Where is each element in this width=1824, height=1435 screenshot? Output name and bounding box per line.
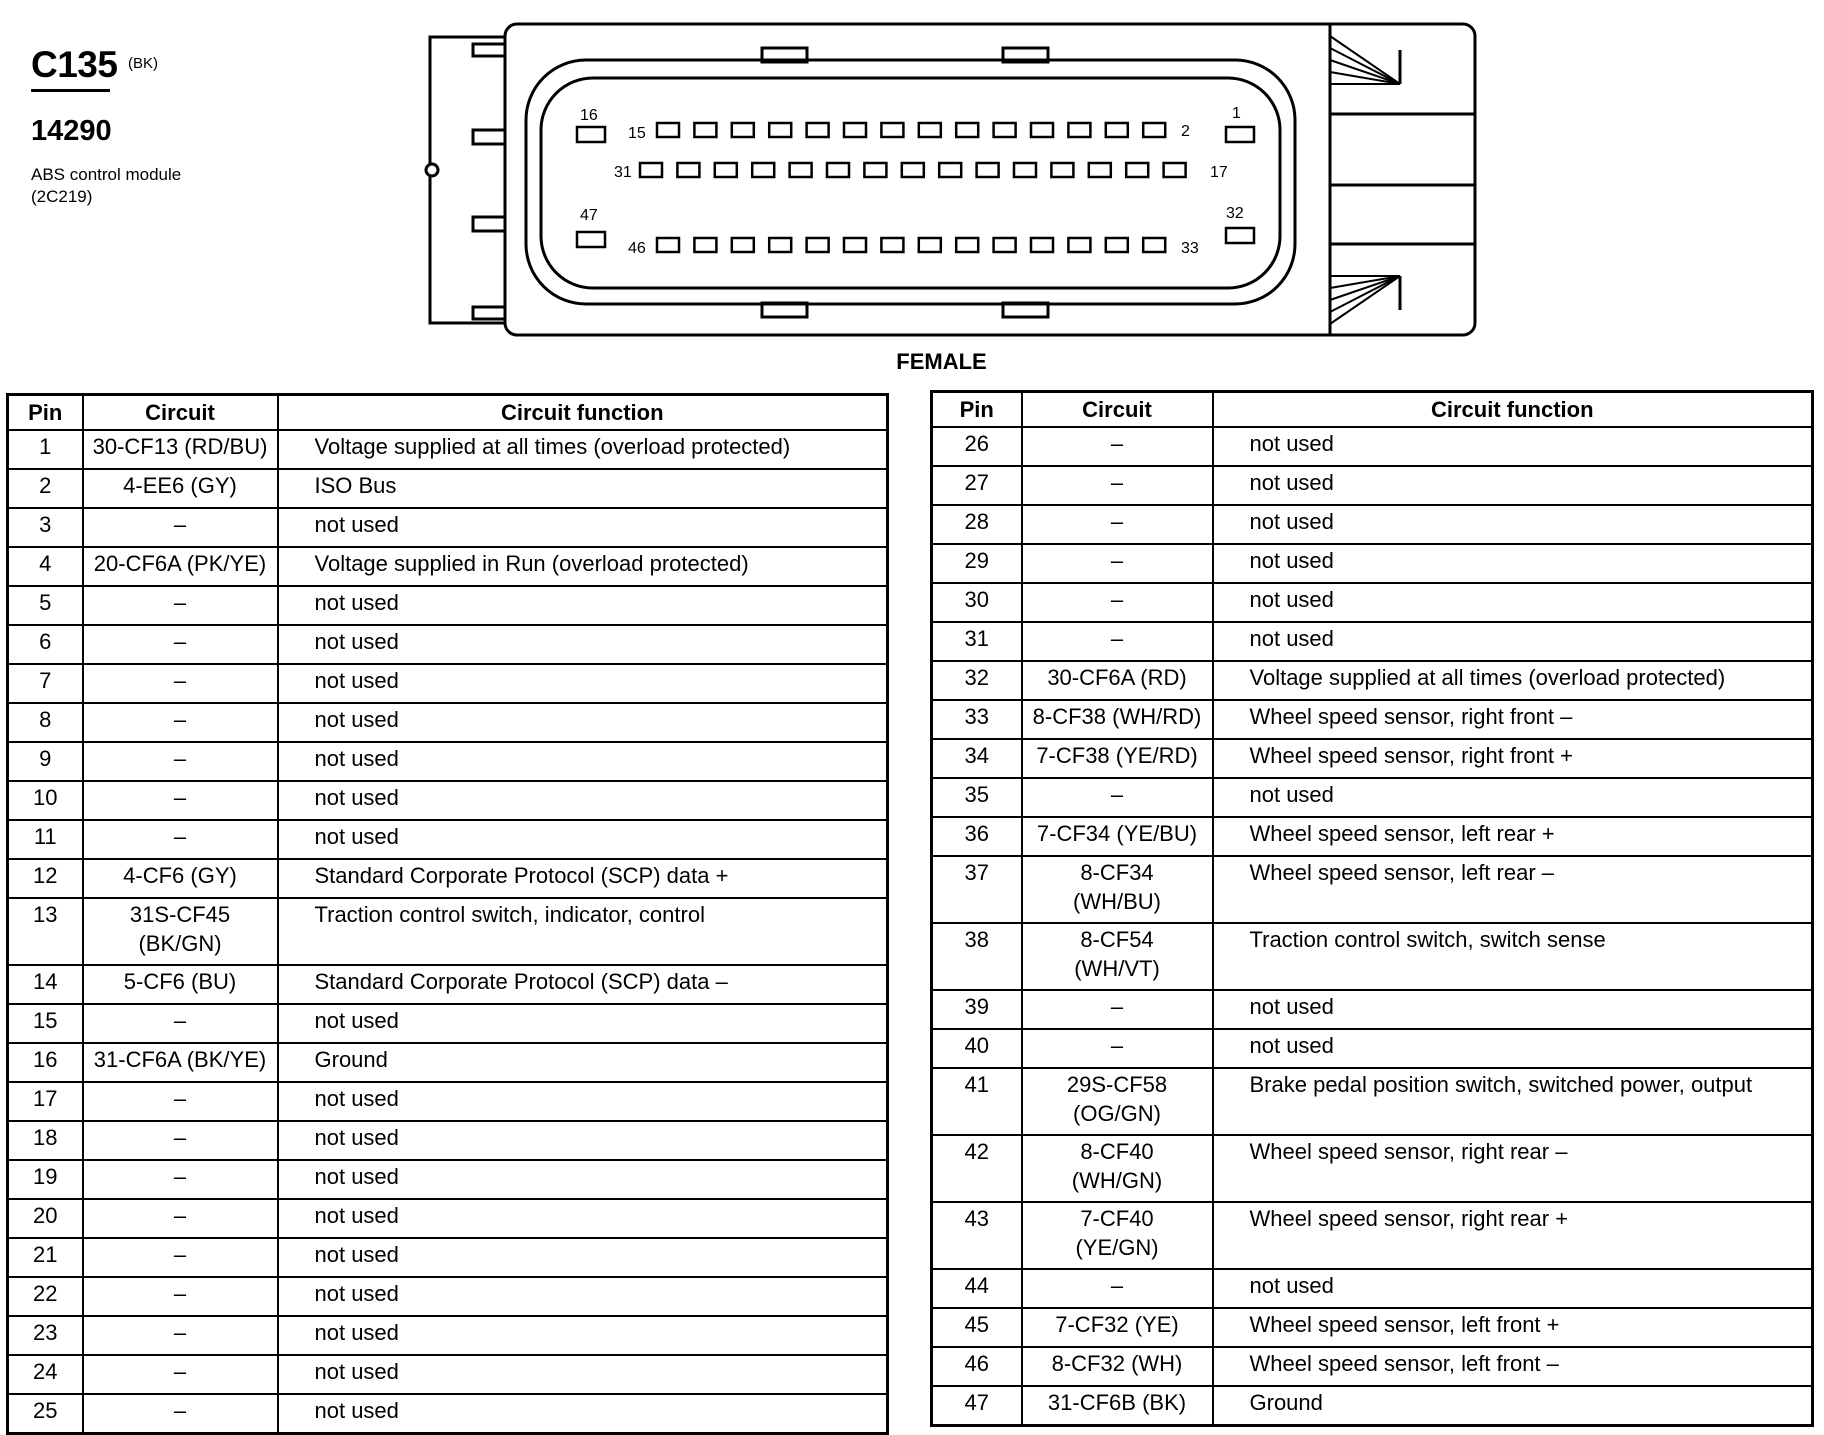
pin-cavity-36 [1031,238,1053,252]
function-cell: not used [278,1082,888,1121]
function-cell: Ground [278,1043,888,1082]
left-bracket [426,37,505,323]
circuit-cell: – [83,1121,278,1160]
circuit-wire-color: (OG/GN) [1073,1101,1161,1126]
table-row [932,427,1813,466]
pin-cavity-12 [769,123,791,137]
pin-cell: 8 [8,703,83,742]
table-row [932,583,1813,622]
function-cell: Wheel speed sensor, left rear + [1213,817,1813,856]
circuit-cell: – [83,820,278,859]
function-cell: not used [278,1277,888,1316]
table-row [8,430,888,469]
connector-face-diagram [0,0,1824,370]
function-cell: ISO Bus [278,469,888,508]
pin-label-47: 47 [580,207,598,224]
circuit-cell: – [83,1316,278,1355]
circuit-cell [1022,1068,1213,1135]
function-cell: not used [278,586,888,625]
circuit-cell: – [83,625,278,664]
connector-view-label: FEMALE [896,349,987,374]
pin-cell: 41 [932,1068,1022,1135]
pin-cell: 5 [8,586,83,625]
function-cell: not used [278,1394,888,1434]
pin-cell: 3 [8,508,83,547]
table-row [8,1355,888,1394]
function-cell: not used [278,1355,888,1394]
table-row [8,820,888,859]
pin-column-header: Pin [932,392,1022,428]
circuit-wire-color: (WH/VT) [1074,956,1160,981]
circuit-cell: – [83,508,278,547]
table-row [932,817,1813,856]
table-row [932,700,1813,739]
pin-cavity-29 [715,163,737,177]
function-cell: Voltage supplied in Run (overload protected) [278,547,888,586]
table-row [932,856,1813,923]
pin-cavity-20 [1051,163,1073,177]
pin-column-header: Pin [8,395,83,431]
function-cell: not used [1213,427,1813,466]
circuit-cell: – [83,781,278,820]
circuit-cell [1022,1202,1213,1269]
function-cell: not used [278,1199,888,1238]
circuit-wire-color: (BK/GN) [138,931,222,956]
function-cell: not used [278,625,888,664]
pin-cell: 32 [932,661,1022,700]
pinout-table-right [930,390,1814,1427]
table-row [8,1277,888,1316]
function-column-header: Circuit function [1213,392,1813,428]
circuit-cell: 30-CF6A (RD) [1022,661,1213,700]
circuit-cell: 31-CF6B (BK) [1022,1386,1213,1426]
table-row [8,898,888,965]
function-cell: not used [278,781,888,820]
pin-cell: 12 [8,859,83,898]
pin-cavity-32 [1226,228,1254,243]
circuit-cell: – [83,1082,278,1121]
table-row [8,469,888,508]
pin-cell: 35 [932,778,1022,817]
pin-cell: 23 [8,1316,83,1355]
pin-cell: 17 [8,1082,83,1121]
circuit-number: 8-CF54 [1080,927,1154,952]
table-row [932,1269,1813,1308]
table-row [8,1394,888,1434]
pin-label-1: 1 [1232,105,1241,122]
table-header-row [932,392,1813,428]
circuit-cell: 7-CF32 (YE) [1022,1308,1213,1347]
pin-cavity-13 [732,123,754,137]
table-row [8,965,888,1004]
table-row [8,1160,888,1199]
circuit-cell: 31-CF6A (BK/YE) [83,1043,278,1082]
circuit-cell: 8-CF32 (WH) [1022,1347,1213,1386]
pin-cavity-22 [977,163,999,177]
circuit-cell: – [1022,583,1213,622]
function-cell: not used [1213,990,1813,1029]
function-cell: not used [278,1160,888,1199]
pin-cell: 26 [932,427,1022,466]
pin-cavity-42 [807,238,829,252]
circuit-cell: – [83,1238,278,1277]
circuit-cell: 30-CF13 (RD/BU) [83,430,278,469]
part-number: 14290 [31,115,112,147]
pin-cavity-1 [1226,127,1254,142]
pin-cavity-28 [752,163,774,177]
pin-cell: 34 [932,739,1022,778]
pin-cell: 6 [8,625,83,664]
function-cell: Brake pedal position switch, switched power, output [1213,1068,1813,1135]
table-row [8,1082,888,1121]
pin-cavity-17 [1164,163,1186,177]
pin-cavity-8 [919,123,941,137]
function-cell: Wheel speed sensor, left rear – [1213,856,1813,923]
pin-cavity-30 [677,163,699,177]
pin-cavity-45 [694,238,716,252]
circuit-cell: – [83,1394,278,1434]
function-cell: Traction control switch, indicator, control [278,898,888,965]
pin-cell: 39 [932,990,1022,1029]
function-cell: Voltage supplied at all times (overload protected) [1213,661,1813,700]
pin-cell: 31 [932,622,1022,661]
pin-cell: 4 [8,547,83,586]
circuit-wire-color: (YE/GN) [1075,1235,1159,1260]
circuit-cell: – [83,1199,278,1238]
pin-cavity-5 [1031,123,1053,137]
table-row [8,781,888,820]
circuit-cell: – [83,1160,278,1199]
pin-cell: 44 [932,1269,1022,1308]
pin-cavity-15 [657,123,679,137]
pinout-rows-left [8,430,888,1434]
pin-cavity-14 [694,123,716,137]
circuit-cell: – [83,703,278,742]
function-cell: not used [1213,466,1813,505]
pin-label-15: 15 [628,125,646,142]
circuit-cell: 4-CF6 (GY) [83,859,278,898]
circuit-cell: – [1022,544,1213,583]
pin-cell: 30 [932,583,1022,622]
circuit-cell: – [83,586,278,625]
circuit-cell: – [1022,427,1213,466]
function-cell: not used [1213,1029,1813,1068]
table-row [932,1308,1813,1347]
pin-label-16: 16 [580,107,598,124]
pin-cell: 11 [8,820,83,859]
function-cell: not used [1213,505,1813,544]
table-row [932,1386,1813,1426]
circuit-cell: – [83,664,278,703]
pin-cell: 27 [932,466,1022,505]
pin-cavity-7 [956,123,978,137]
pin-cavity-39 [919,238,941,252]
pin-cavity-40 [881,238,903,252]
pin-cell: 25 [8,1394,83,1434]
function-cell: Ground [1213,1386,1813,1426]
function-cell: Wheel speed sensor, left front + [1213,1308,1813,1347]
pin-cavity-10 [844,123,866,137]
table-row [8,859,888,898]
pin-label-46: 46 [628,240,646,257]
pin-label-32: 32 [1226,205,1244,222]
function-cell: not used [278,1004,888,1043]
pin-cell: 28 [932,505,1022,544]
pin-cavity-2 [1143,123,1165,137]
table-row [932,739,1813,778]
table-row [932,544,1813,583]
table-row [8,1199,888,1238]
pin-cavity-47 [577,232,605,247]
function-cell: not used [1213,583,1813,622]
pin-cell: 14 [8,965,83,1004]
circuit-wire-color: (WH/GN) [1071,1168,1163,1193]
pin-cavity-3 [1106,123,1128,137]
pin-cell: 29 [932,544,1022,583]
pin-cell: 36 [932,817,1022,856]
pin-cell: 45 [932,1308,1022,1347]
pin-label-17: 17 [1210,164,1228,181]
function-column-header: Circuit function [278,395,888,431]
table-row [932,990,1813,1029]
function-cell: Traction control switch, switch sense [1213,923,1813,990]
table-row [8,547,888,586]
circuit-cell: – [1022,990,1213,1029]
function-cell: not used [278,1238,888,1277]
pin-cavity-27 [790,163,812,177]
pin-cavity-16 [577,127,605,142]
circuit-cell: – [83,742,278,781]
table-row [932,1135,1813,1202]
function-cell: not used [278,1316,888,1355]
pin-cell: 33 [932,700,1022,739]
pin-label-33: 33 [1181,240,1199,257]
function-cell: not used [1213,544,1813,583]
pin-cell: 13 [8,898,83,965]
pin-label-2: 2 [1181,123,1190,140]
pin-cavity-34 [1106,238,1128,252]
circuit-number: 8-CF40 [1080,1139,1154,1164]
function-cell: not used [278,508,888,547]
function-cell: not used [278,1121,888,1160]
pin-cavity-35 [1068,238,1090,252]
pin-cell: 9 [8,742,83,781]
pin-cavity-23 [939,163,961,177]
module-code: (2C219) [31,187,93,206]
table-row [932,622,1813,661]
table-row [8,1121,888,1160]
function-cell: not used [1213,1269,1813,1308]
function-cell: Standard Corporate Protocol (SCP) data + [278,859,888,898]
pin-cavity-11 [807,123,829,137]
circuit-number: 31S-CF45 [129,902,231,927]
circuit-cell [83,898,278,965]
pin-cavity-33 [1143,238,1165,252]
table-row [8,703,888,742]
circuit-cell: – [1022,1269,1213,1308]
table-row [8,1004,888,1043]
table-row [932,505,1813,544]
cavity-inner [541,78,1280,288]
pinout-rows-right [932,427,1813,1426]
pin-cavity-19 [1089,163,1111,177]
circuit-cell: – [83,1004,278,1043]
pin-cavity-41 [844,238,866,252]
pin-cell: 15 [8,1004,83,1043]
table-row [932,1029,1813,1068]
pin-cell: 21 [8,1238,83,1277]
function-cell: Voltage supplied at all times (overload protected) [278,430,888,469]
table-row [8,508,888,547]
circuit-cell: – [1022,622,1213,661]
pin-cell: 2 [8,469,83,508]
pin-cavity-44 [732,238,754,252]
table-row [932,1347,1813,1386]
pin-cavities [577,123,1254,252]
circuit-cell [1022,1135,1213,1202]
pin-cavity-46 [657,238,679,252]
right-latch-assembly [1330,24,1475,335]
function-cell: not used [1213,778,1813,817]
pin-cell: 43 [932,1202,1022,1269]
pin-cell: 38 [932,923,1022,990]
circuit-number: 8-CF34 [1080,860,1154,885]
pin-cavity-38 [956,238,978,252]
pin-cell: 18 [8,1121,83,1160]
circuit-cell: – [1022,1029,1213,1068]
pin-cell: 37 [932,856,1022,923]
function-cell: Wheel speed sensor, right rear – [1213,1135,1813,1202]
pin-cell: 42 [932,1135,1022,1202]
table-row [932,1068,1813,1135]
cavity-outer [526,60,1295,304]
pin-cavity-26 [827,163,849,177]
pin-cell: 10 [8,781,83,820]
pin-cell: 20 [8,1199,83,1238]
table-row [8,1238,888,1277]
module-name: ABS control module [31,165,182,184]
circuit-cell [1022,856,1213,923]
table-row [8,1043,888,1082]
table-row [8,664,888,703]
table-row [8,742,888,781]
circuit-cell [1022,923,1213,990]
circuit-cell: 4-EE6 (GY) [83,469,278,508]
circuit-cell: – [1022,505,1213,544]
function-cell: Wheel speed sensor, left front – [1213,1347,1813,1386]
table-row [8,625,888,664]
pin-cavity-9 [881,123,903,137]
pin-cavity-6 [994,123,1016,137]
pin-cavity-24 [902,163,924,177]
function-cell: not used [1213,622,1813,661]
circuit-cell: – [83,1277,278,1316]
circuit-cell: 8-CF38 (WH/RD) [1022,700,1213,739]
pin-cavity-18 [1126,163,1148,177]
pin-cavity-43 [769,238,791,252]
connector-code: C135 [31,44,118,85]
pin-cavity-37 [994,238,1016,252]
circuit-wire-color: (WH/BU) [1073,889,1161,914]
pin-cell: 22 [8,1277,83,1316]
function-cell: not used [278,820,888,859]
pin-cell: 46 [932,1347,1022,1386]
circuit-cell: 5-CF6 (BU) [83,965,278,1004]
function-cell: not used [278,703,888,742]
circuit-column-header: Circuit [83,395,278,431]
function-cell: Wheel speed sensor, right front – [1213,700,1813,739]
function-cell: not used [278,664,888,703]
pinout-table-left [6,393,889,1435]
pin-cell: 19 [8,1160,83,1199]
pin-label-31: 31 [614,164,632,181]
pin-cell: 47 [932,1386,1022,1426]
pin-cell: 1 [8,430,83,469]
pin-cell: 24 [8,1355,83,1394]
pin-cavity-4 [1068,123,1090,137]
circuit-cell: 20-CF6A (PK/YE) [83,547,278,586]
circuit-cell: – [1022,466,1213,505]
circuit-cell: 7-CF38 (YE/RD) [1022,739,1213,778]
table-row [932,661,1813,700]
pin-cavity-25 [864,163,886,177]
circuit-cell: 7-CF34 (YE/BU) [1022,817,1213,856]
pin-cavity-31 [640,163,662,177]
table-row [932,1202,1813,1269]
pin-cell: 7 [8,664,83,703]
circuit-cell: – [1022,778,1213,817]
circuit-number: 29S-CF58 [1066,1072,1168,1097]
function-cell: Standard Corporate Protocol (SCP) data – [278,965,888,1004]
circuit-column-header: Circuit [1022,392,1213,428]
circuit-cell: – [83,1355,278,1394]
table-row [8,586,888,625]
connector-color: (BK) [128,55,158,72]
table-row [932,466,1813,505]
table-row [932,923,1813,990]
function-cell: not used [278,742,888,781]
pin-cell: 40 [932,1029,1022,1068]
function-cell: Wheel speed sensor, right rear + [1213,1202,1813,1269]
pin-cell: 16 [8,1043,83,1082]
function-cell: Wheel speed sensor, right front + [1213,739,1813,778]
table-row [932,778,1813,817]
pin-cavity-21 [1014,163,1036,177]
table-row [8,1316,888,1355]
circuit-number: 7-CF40 [1080,1206,1154,1231]
table-header-row [8,395,888,431]
